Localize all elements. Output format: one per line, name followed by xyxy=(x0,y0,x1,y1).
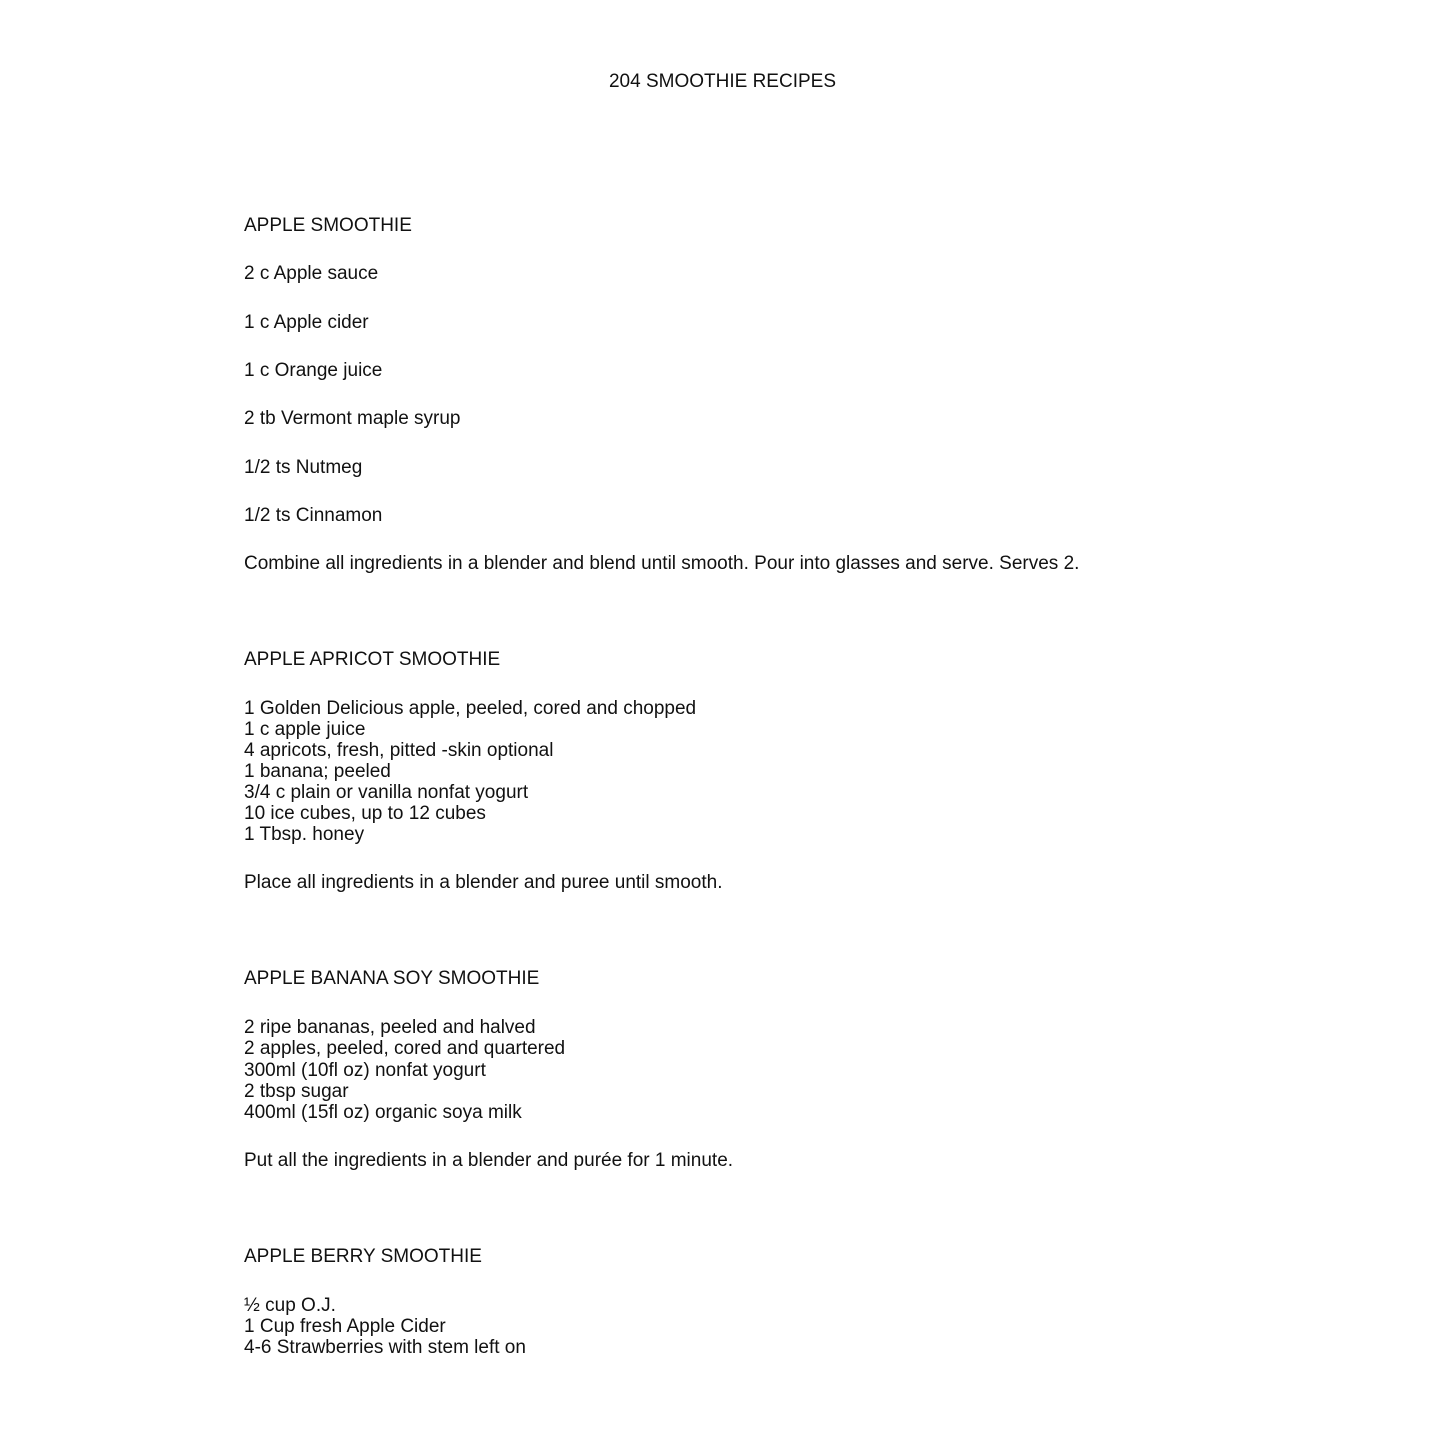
recipe-title: APPLE SMOOTHIE xyxy=(244,215,412,236)
ingredient-line: ½ cup O.J. xyxy=(244,1295,336,1316)
ingredient-line: 1 Golden Delicious apple, peeled, cored and chopped xyxy=(244,698,697,719)
recipe-instructions: Place all ingredients in a blender and puree until smooth. xyxy=(244,872,723,893)
ingredient-line: 2 apples, peeled, cored and quartered xyxy=(244,1038,566,1059)
ingredient-line: 2 tb Vermont maple syrup xyxy=(244,408,461,429)
recipe-title: APPLE BERRY SMOOTHIE xyxy=(244,1246,482,1267)
ingredient-line: 300ml (10fl oz) nonfat yogurt xyxy=(244,1060,486,1081)
ingredient-line: 1/2 ts Cinnamon xyxy=(244,505,383,526)
ingredient-line: 2 ripe bananas, peeled and halved xyxy=(244,1017,536,1038)
ingredient-line: 10 ice cubes, up to 12 cubes xyxy=(244,803,486,824)
recipe-title: APPLE APRICOT SMOOTHIE xyxy=(244,649,501,670)
ingredient-line: 4 apricots, fresh, pitted -skin optional xyxy=(244,740,554,761)
recipe-instructions: Put all the ingredients in a blender and purée for 1 minute. xyxy=(244,1150,734,1171)
ingredient-line: 1/2 ts Nutmeg xyxy=(244,457,363,478)
recipe-title: APPLE BANANA SOY SMOOTHIE xyxy=(244,968,540,989)
document-title: 204 SMOOTHIE RECIPES xyxy=(608,71,836,92)
ingredient-line: 1 c Orange juice xyxy=(244,360,383,381)
ingredient-line: 1 c apple juice xyxy=(244,719,366,740)
ingredient-line: 2 c Apple sauce xyxy=(244,263,379,284)
recipe-instructions: Combine all ingredients in a blender and blend until smooth. Pour into glasses and serve. Serves 2. xyxy=(244,553,1080,574)
ingredient-line: 1 banana; peeled xyxy=(244,761,391,782)
ingredient-line: 4-6 Strawberries with stem left on xyxy=(244,1337,526,1358)
ingredient-line: 1 c Apple cider xyxy=(244,312,369,333)
ingredient-line: 2 tbsp sugar xyxy=(244,1081,349,1102)
ingredient-line: 1 Cup fresh Apple Cider xyxy=(244,1316,446,1337)
ingredient-line: 1 Tbsp. honey xyxy=(244,824,365,845)
ingredient-line: 400ml (15fl oz) organic soya milk xyxy=(244,1102,522,1123)
ingredient-line: 3/4 c plain or vanilla nonfat yogurt xyxy=(244,782,529,803)
